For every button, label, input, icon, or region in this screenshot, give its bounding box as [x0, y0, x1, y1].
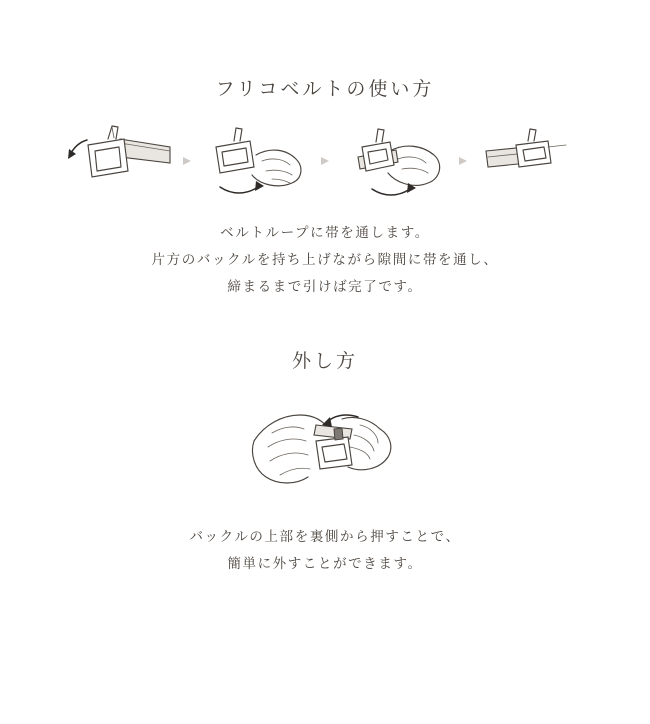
step-illustration-4 [476, 117, 588, 205]
caption-how-to-use [0, 219, 650, 300]
step-illustration-2 [200, 117, 312, 205]
step-arrow-3 [450, 155, 476, 167]
step-arrow-1 [174, 155, 200, 167]
section-title-how-to-remove: 外し方 [291, 351, 358, 372]
caption-line: 簡単に外すことができます。 [227, 555, 423, 571]
caption-line: ベルトループに帯を通します。 [220, 225, 430, 240]
step-illustration-row [0, 117, 650, 205]
caption-line: 片方のバックルを持ち上げながら隙間に帯を通し、 [151, 252, 499, 267]
section-title-how-to-use: フリコベルトの使い方 [215, 79, 435, 100]
caption-line: 締まるまで引けば完了です。 [227, 279, 423, 294]
remove-illustration [230, 389, 420, 507]
step-illustration-3 [338, 117, 450, 205]
instruction-page [0, 74, 650, 724]
step-illustration-1 [62, 117, 174, 205]
remove-illustration-wrapper [0, 389, 650, 507]
step-arrow-2 [312, 155, 338, 167]
caption-line: バックルの上部を裏側から押すことで、 [189, 528, 461, 544]
caption-how-to-remove [0, 523, 650, 577]
